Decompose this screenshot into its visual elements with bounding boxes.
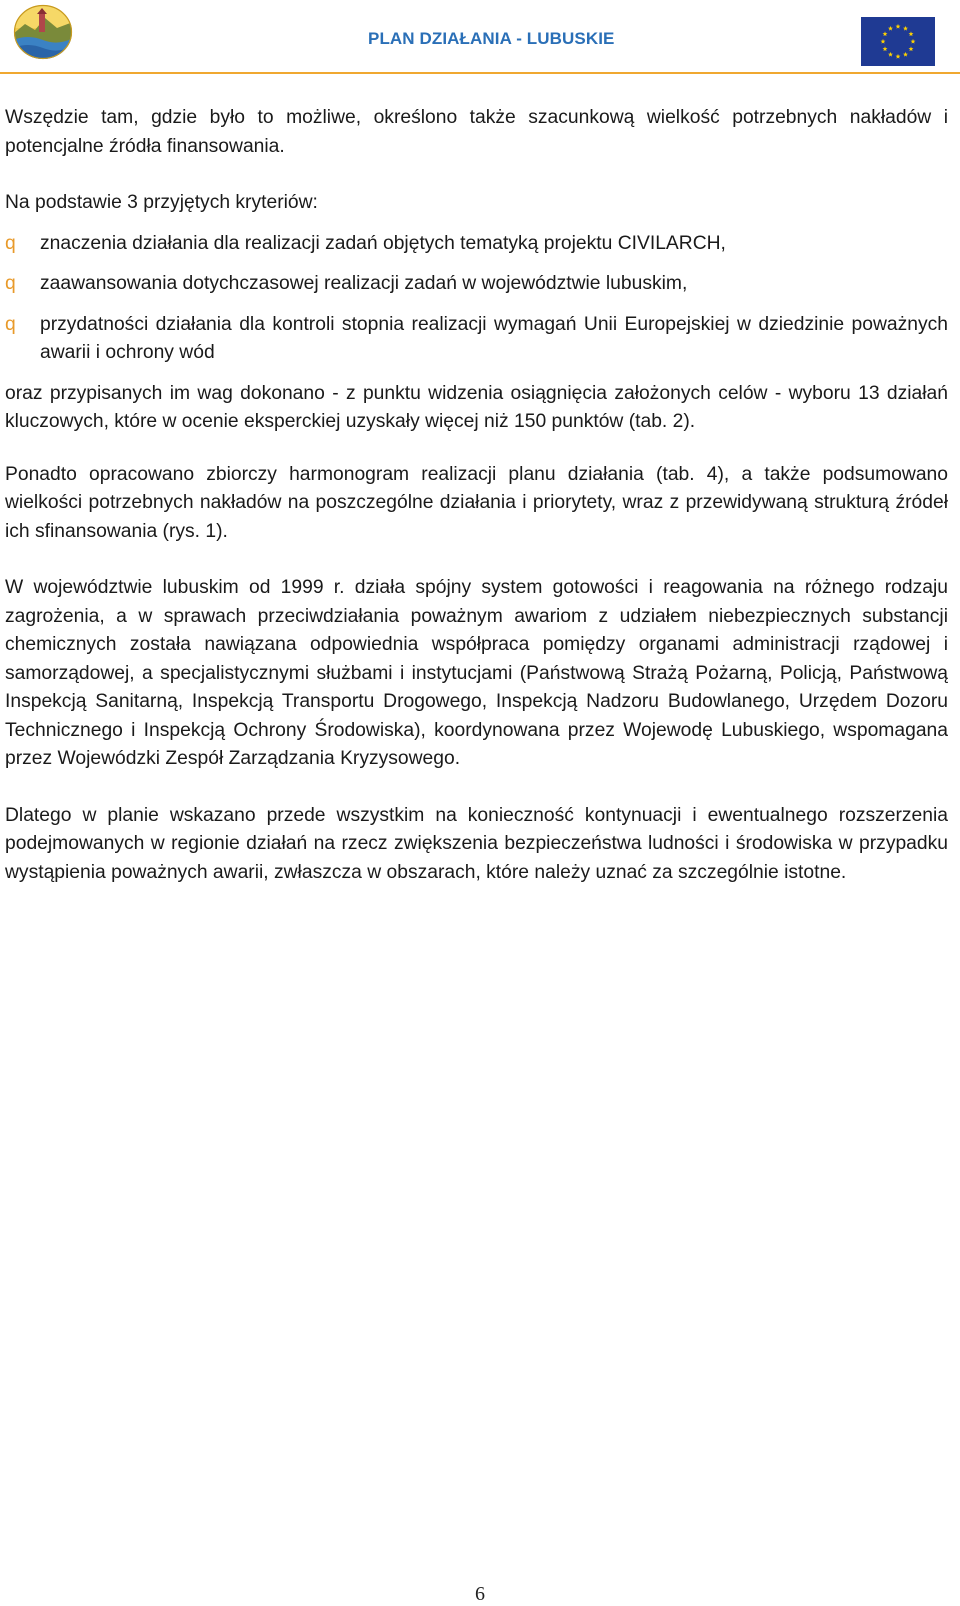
list-item (5, 270, 948, 299)
list-item-text: przydatności działania dla kontroli stopnia realizacji wymagań Unii Europejskiej w dziedzinie poważnych awarii i ochrony wód (40, 313, 948, 363)
criteria-list (5, 230, 948, 368)
paragraph-conclusion: Dlatego w planie wskazano przede wszystkim na konieczność kontynuacji i ewentualnego rozszerzenia podejmowanych w regionie działań na rzecz zwiększenia bezpieczeństwa ludności i środowiska w przypadku wystąpienia poważnych awarii, zwłaszcza w obszarach, które należy uznać za szczególnie istotne. (5, 804, 948, 883)
page-header (0, 0, 960, 74)
regional-logo-icon (13, 4, 73, 60)
list-item-text: zaawansowania dotychczasowej realizacji zadań w województwie lubuskim, (40, 273, 688, 294)
eu-flag-icon (861, 17, 935, 66)
list-item (5, 311, 948, 368)
bullet-marker: q (5, 273, 16, 294)
header-divider (0, 72, 960, 74)
paragraph-schedule: Ponadto opracowano zbiorczy harmonogram realizacji planu działania (tab. 4), a także podsumowano wielkości potrzebnych nakładów na poszczególne działania i priorytety, wraz z przewidywaną strukturą źródeł ich sfinansowania (rys. 1). (5, 463, 948, 542)
bullet-marker: q (5, 232, 16, 254)
paragraph-estimates: Wszędzie tam, gdzie było to możliwe, określono także szacunkową wielkość potrzebnych nakładów i potencjalne źródła finansowania. (5, 107, 948, 157)
paragraph-system: W województwie lubuskim od 1999 r. działa spójny system gotowości i reagowania na różnego rodzaju zagrożenia, a w sprawach przeciwdziałania poważnym awariom z udziałem niebezpiecznych substancji chemicznych została nawiązana odpowiednia współpraca pomiędzy organami administracji rządowej i samorządowej, a specjalistycznymi służbami i instytucjami (Państwową Strażą Pożarną, Policją, Państwową Inspekcją Sanitarną, Inspekcją Transportu Drogowego, Inspekcją Nadzoru Budowlanego, Urzędem Dozoru Technicznego i Inspekcją Ochrony Środowiska), koordynowana przez Wojewodę Lubuskiego, wspomagana przez Wojewódzki Zespół Zarządzania Kryzysowego. (5, 577, 948, 769)
header-title: PLAN DZIAŁANIA - LUBUSKIE (368, 29, 615, 48)
document-body (5, 104, 948, 915)
page-number: 6 (475, 1583, 485, 1605)
paragraph-selection: oraz przypisanych im wag dokonano - z punktu widzenia osiągnięcia założonych celów - wyboru 13 działań kluczowych, które w ocenie eksperckiej uzyskały więcej niż 150 punktów (tab. 2). (5, 382, 948, 432)
paragraph-criteria-lead: Na podstawie 3 przyjętych kryteriów: (5, 192, 318, 213)
bullet-marker: q (5, 313, 16, 335)
list-item (5, 230, 948, 259)
list-item-text: znaczenia działania dla realizacji zadań objętych tematyką projektu CIVILARCH, (40, 232, 726, 254)
